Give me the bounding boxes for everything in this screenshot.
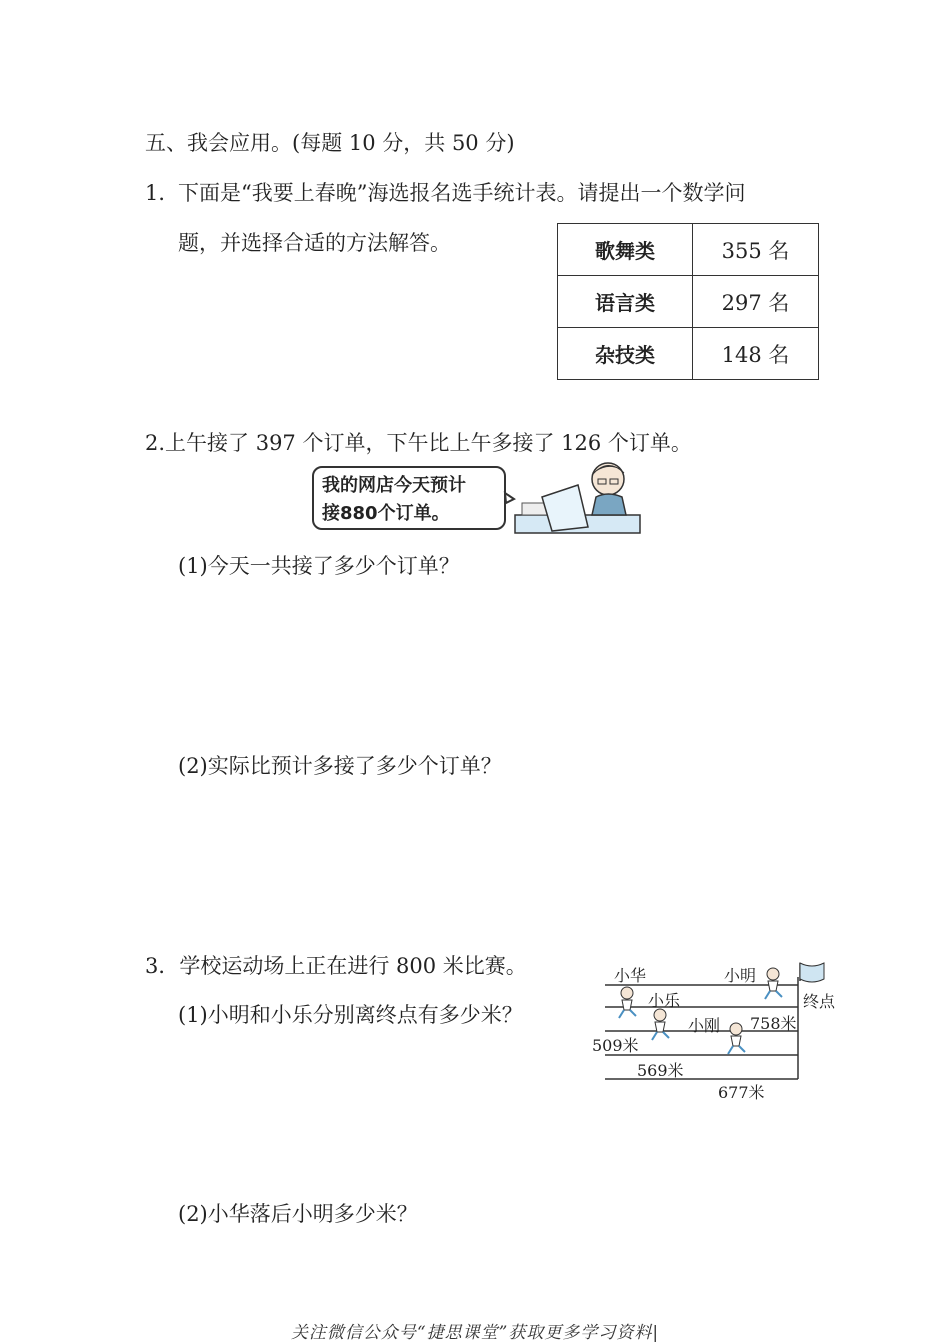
q3-sub1: (1)小明和小乐分别离终点有多少米？ xyxy=(178,1003,523,1027)
category-cell: 杂技类 xyxy=(558,328,693,380)
label-finish: 终点 xyxy=(803,992,836,1011)
table-row xyxy=(558,276,819,328)
value-cell: 297 名 xyxy=(693,276,819,328)
bubble-line1: 我的网店今天预计 xyxy=(322,475,466,496)
stats-table xyxy=(557,223,819,380)
label-xiaohua: 小华 xyxy=(614,966,647,985)
value-cell: 355 名 xyxy=(693,224,819,276)
runner-xiaole xyxy=(652,1009,669,1040)
shopkeeper-illustration xyxy=(500,455,645,535)
distance-xiaoming: 758米 xyxy=(750,1014,797,1033)
bubble-line2: 接880个订单。 xyxy=(322,503,450,524)
runner-xiaoming xyxy=(765,968,782,999)
section-title: 五、我会应用。(每题 10 分，共 50 分) xyxy=(145,131,515,155)
table-row xyxy=(558,224,819,276)
q2-sub2: (2)实际比预计多接了多少个订单？ xyxy=(178,754,502,778)
value-cell: 148 名 xyxy=(693,328,819,380)
q1-line2: 题，并选择合适的方法解答。 xyxy=(178,231,451,255)
runner-xiaohua xyxy=(619,987,636,1018)
runner-xiaogang xyxy=(728,1023,745,1054)
table-row xyxy=(558,328,819,380)
q2-text: 2.上午接了 397 个订单，下午比上午多接了 126 个订单。 xyxy=(145,431,692,455)
distance-xiaogang: 677米 xyxy=(718,1083,765,1102)
label-xiaoming: 小明 xyxy=(724,966,757,985)
q1-line1: 下面是“我要上春晚”海选报名选手统计表。请提出一个数学问 xyxy=(178,181,746,205)
label-xiaogang: 小刚 xyxy=(688,1016,721,1035)
distance-xiaole: 569米 xyxy=(637,1061,684,1080)
q3-sub2: (2)小华落后小明多少米？ xyxy=(178,1202,418,1226)
category-cell: 语言类 xyxy=(558,276,693,328)
footer-note: 关注微信公众号“捷思课堂”获取更多学习资料| xyxy=(290,1323,660,1343)
category-cell: 歌舞类 xyxy=(558,224,693,276)
distance-xiaohua: 509米 xyxy=(592,1036,639,1055)
q1-number: 1． xyxy=(145,181,180,205)
speech-bubble xyxy=(312,466,506,530)
q3-text: 3．学校运动场上正在进行 800 米比赛。 xyxy=(145,954,527,978)
q2-sub1: (1)今天一共接了多少个订单？ xyxy=(178,554,460,578)
label-xiaole: 小乐 xyxy=(648,991,681,1010)
